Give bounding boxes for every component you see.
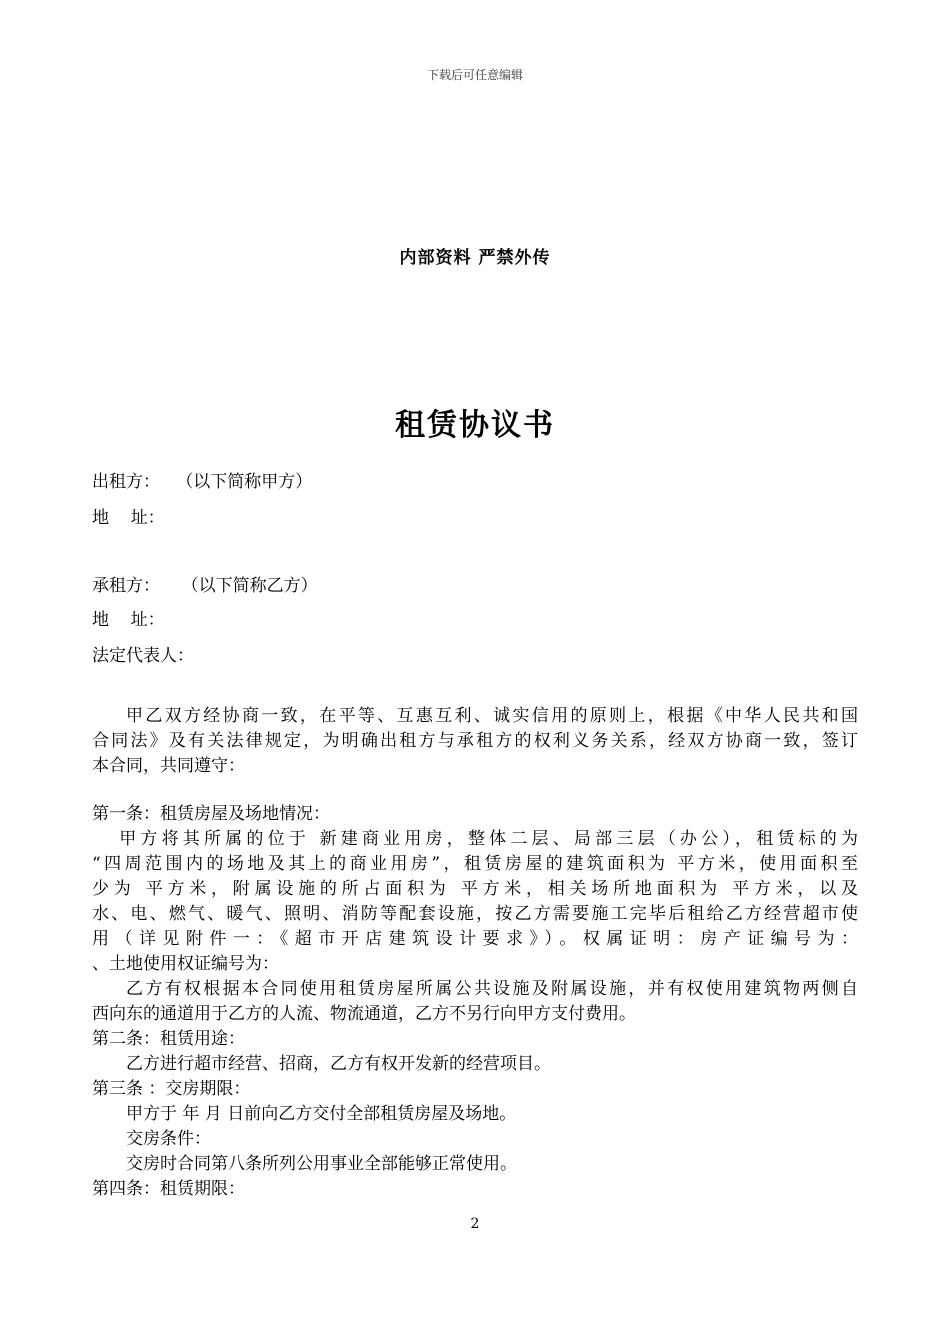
article-1-line: 用（详见附件一：《超市开店建筑设计要求》）。权属证明：房产证编号为： bbox=[92, 929, 858, 949]
article-3 bbox=[92, 1077, 858, 1177]
article-1-line: 乙方有权根据本合同使用租赁房屋所属公共设施及附属设施，并有权使用建筑物两侧自 bbox=[126, 979, 858, 999]
legal-representative: 法定代表人： bbox=[92, 646, 194, 666]
article-2-heading: 第二条：租赁用途： bbox=[92, 1029, 245, 1049]
preamble-line: 本合同，共同遵守： bbox=[92, 756, 245, 776]
article-2 bbox=[92, 1027, 858, 1077]
page-number: 2 bbox=[470, 1216, 480, 1232]
article-1-line: “四周范围内的场地及其上的商业用房”，租赁房屋的建筑面积为 平方米，使用面积至 bbox=[92, 854, 858, 874]
article-3-delivery: 甲方于 年 月 日前向乙方交付全部租赁房屋及场地。 bbox=[126, 1104, 517, 1124]
confidential-notice: 内部资料 严禁外传 bbox=[399, 248, 551, 268]
article-3-condition-label: 交房条件： bbox=[126, 1129, 211, 1149]
article-1-line: 西向东的通道用于乙方的人流、物流通道，乙方不另行向甲方支付费用。 bbox=[92, 1004, 636, 1024]
article-3-heading: 第三条 ：交房期限： bbox=[92, 1079, 251, 1099]
preamble-line: 合同法》及有关法律规定，为明确出租方与承租方的权利义务关系，经双方协商一致，签订 bbox=[92, 731, 858, 751]
article-3-condition-text: 交房时合同第八条所列公用事业全部能够正常使用。 bbox=[126, 1154, 517, 1174]
preamble bbox=[92, 704, 858, 779]
article-2-text: 乙方进行超市经营、招商，乙方有权开发新的经营项目。 bbox=[126, 1054, 551, 1074]
article-1-line: 甲方将其所属的位于 新建商业用房，整体二层、局部三层（办公），租赁标的为 bbox=[119, 829, 858, 849]
article-1 bbox=[92, 802, 858, 1027]
article-1-heading: 第一条：租赁房屋及场地情况： bbox=[92, 804, 330, 824]
lessor-line: 出租方： （以下简称甲方） bbox=[92, 472, 313, 492]
lessee-address: 地 址： bbox=[92, 610, 165, 630]
article-1-line: 水、电、燃气、暖气、照明、消防等配套设施，按乙方需要施工完毕后租给乙方经营超市使 bbox=[92, 904, 858, 924]
lessee-line: 承租方： （以下简称乙方） bbox=[92, 576, 318, 596]
header-note: 下载后可任意编辑 bbox=[426, 68, 523, 82]
article-1-line: 、土地使用权证编号为： bbox=[92, 954, 279, 974]
document-title: 租赁协议书 bbox=[395, 408, 555, 443]
article-1-line: 少为 平方米，附属设施的所占面积为 平方米，相关场所地面积为 平方米，以及 bbox=[92, 879, 858, 899]
article-4 bbox=[92, 1177, 858, 1202]
article-4-heading: 第四条：租赁期限： bbox=[92, 1179, 245, 1199]
lessor-address: 地 址： bbox=[92, 508, 165, 528]
preamble-line: 甲乙双方经协商一致，在平等、互惠互利、诚实信用的原则上，根据《中华人民共和国 bbox=[126, 706, 858, 726]
